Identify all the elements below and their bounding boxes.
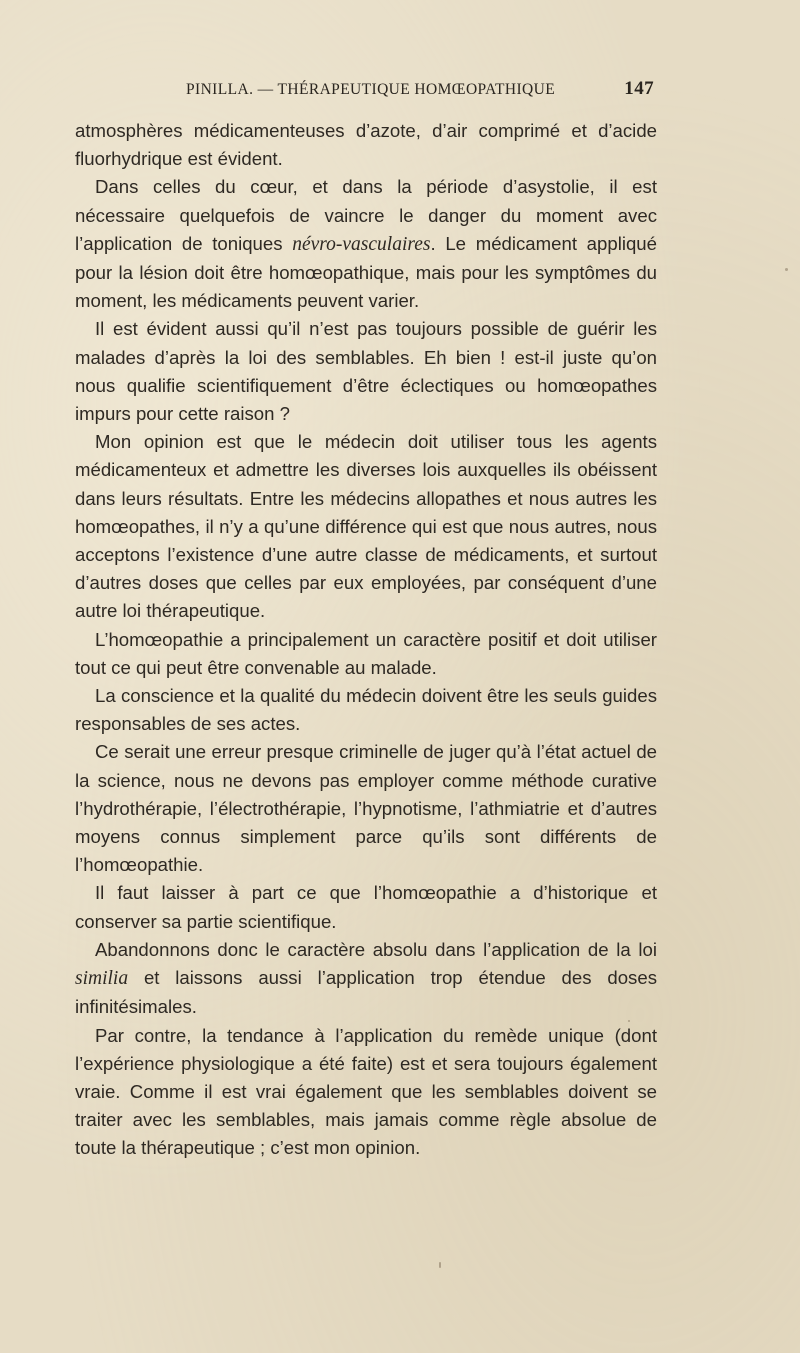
paragraph bbox=[75, 626, 657, 682]
paper-speck bbox=[439, 1262, 441, 1268]
body-text bbox=[75, 117, 657, 1163]
paragraph bbox=[75, 936, 657, 1022]
text-segment: Il faut laisser à part ce que l’homœopathie a d’historique et conserver sa partie scientifique. bbox=[75, 882, 657, 932]
italic-term: similia bbox=[75, 968, 129, 990]
text-segment: Ce serait une erreur presque criminelle de juger qu’à l’état actuel de la science, nous ne devons pas employer comme méthode curative l’hydrothérapie, l’électrothérapie, l’hypnotisme, l’athmiatrie et d’autres moyens connus simplement parce qu’ils sont différents de l’homœopathie. bbox=[75, 741, 657, 876]
paragraph bbox=[75, 315, 657, 428]
paragraph bbox=[75, 682, 657, 738]
text-segment: atmosphères médicamenteuses d’azote, d’air comprimé et d’acide fluorhydrique est évident. bbox=[75, 120, 657, 170]
text-segment: Abandonnons donc le caractère absolu dans l’application de la loi bbox=[95, 938, 657, 960]
paragraph bbox=[75, 117, 657, 173]
text-segment: . Le médicament appliqué pour la lésion doit être homœopathique, mais pour les symptômes du moment, les médicaments peuvent varier. bbox=[75, 232, 657, 312]
paragraph bbox=[75, 1022, 657, 1163]
paper-speck bbox=[628, 1020, 630, 1022]
text-segment: Il est évident aussi qu’il n’est pas toujours possible de guérir les malades d’après la loi des semblables. Eh bien ! est-il juste qu’on nous qualifie scientifiquement d’être éclectiques ou homœopathes impurs pour cette raison ? bbox=[75, 318, 657, 425]
text-segment: Mon opinion est que le médecin doit utiliser tous les agents médicamenteux et admettre les diverses lois auxquelles ils obéissent dans leurs résultats. Entre les médecins allopathes et nous autres les homœopathes, il n’y a qu’une différence qui est que nous autres, nous acceptons l’existence d’une autre classe de médicaments, et surtout d’autres doses que celles par eux employées, par conséquent d’une autre loi thérapeutique. bbox=[75, 431, 657, 622]
text-segment: La conscience et la qualité du médecin doivent être les seuls guides responsables de ses actes. bbox=[75, 685, 657, 735]
paper-speck bbox=[785, 268, 788, 271]
text-segment: Par contre, la tendance à l’application du remède unique (dont l’expérience physiologique a été faite) est et sera toujours également vraie. Comme il est vrai également que les semblables doivent se traiter avec les semblables, mais jamais comme règle absolue de toute la thérapeutique ; c’est mon opinion. bbox=[75, 1024, 657, 1159]
text-segment: L’homœopathie a principalement un caractère positif et doit utiliser tout ce qui peut être convenable au malade. bbox=[75, 628, 657, 678]
paragraph bbox=[75, 879, 657, 935]
paragraph bbox=[75, 173, 657, 315]
running-head bbox=[186, 78, 656, 105]
paragraph bbox=[75, 738, 657, 879]
italic-term: névro-vasculaires bbox=[292, 233, 431, 255]
paragraph bbox=[75, 428, 657, 625]
text-segment: et laissons aussi l’application trop étendue des doses infinitésimales. bbox=[75, 967, 657, 1018]
text-segment: Dans celles du cœur, et dans la période d’asystolie, il est nécessaire quelquefois de vaincre le danger du moment avec l’application de toniques bbox=[75, 176, 657, 254]
running-head-title: PINILLA. — THÉRAPEUTIQUE HOMŒOPATHIQUE bbox=[186, 81, 556, 98]
page-number: 147 bbox=[624, 78, 654, 99]
